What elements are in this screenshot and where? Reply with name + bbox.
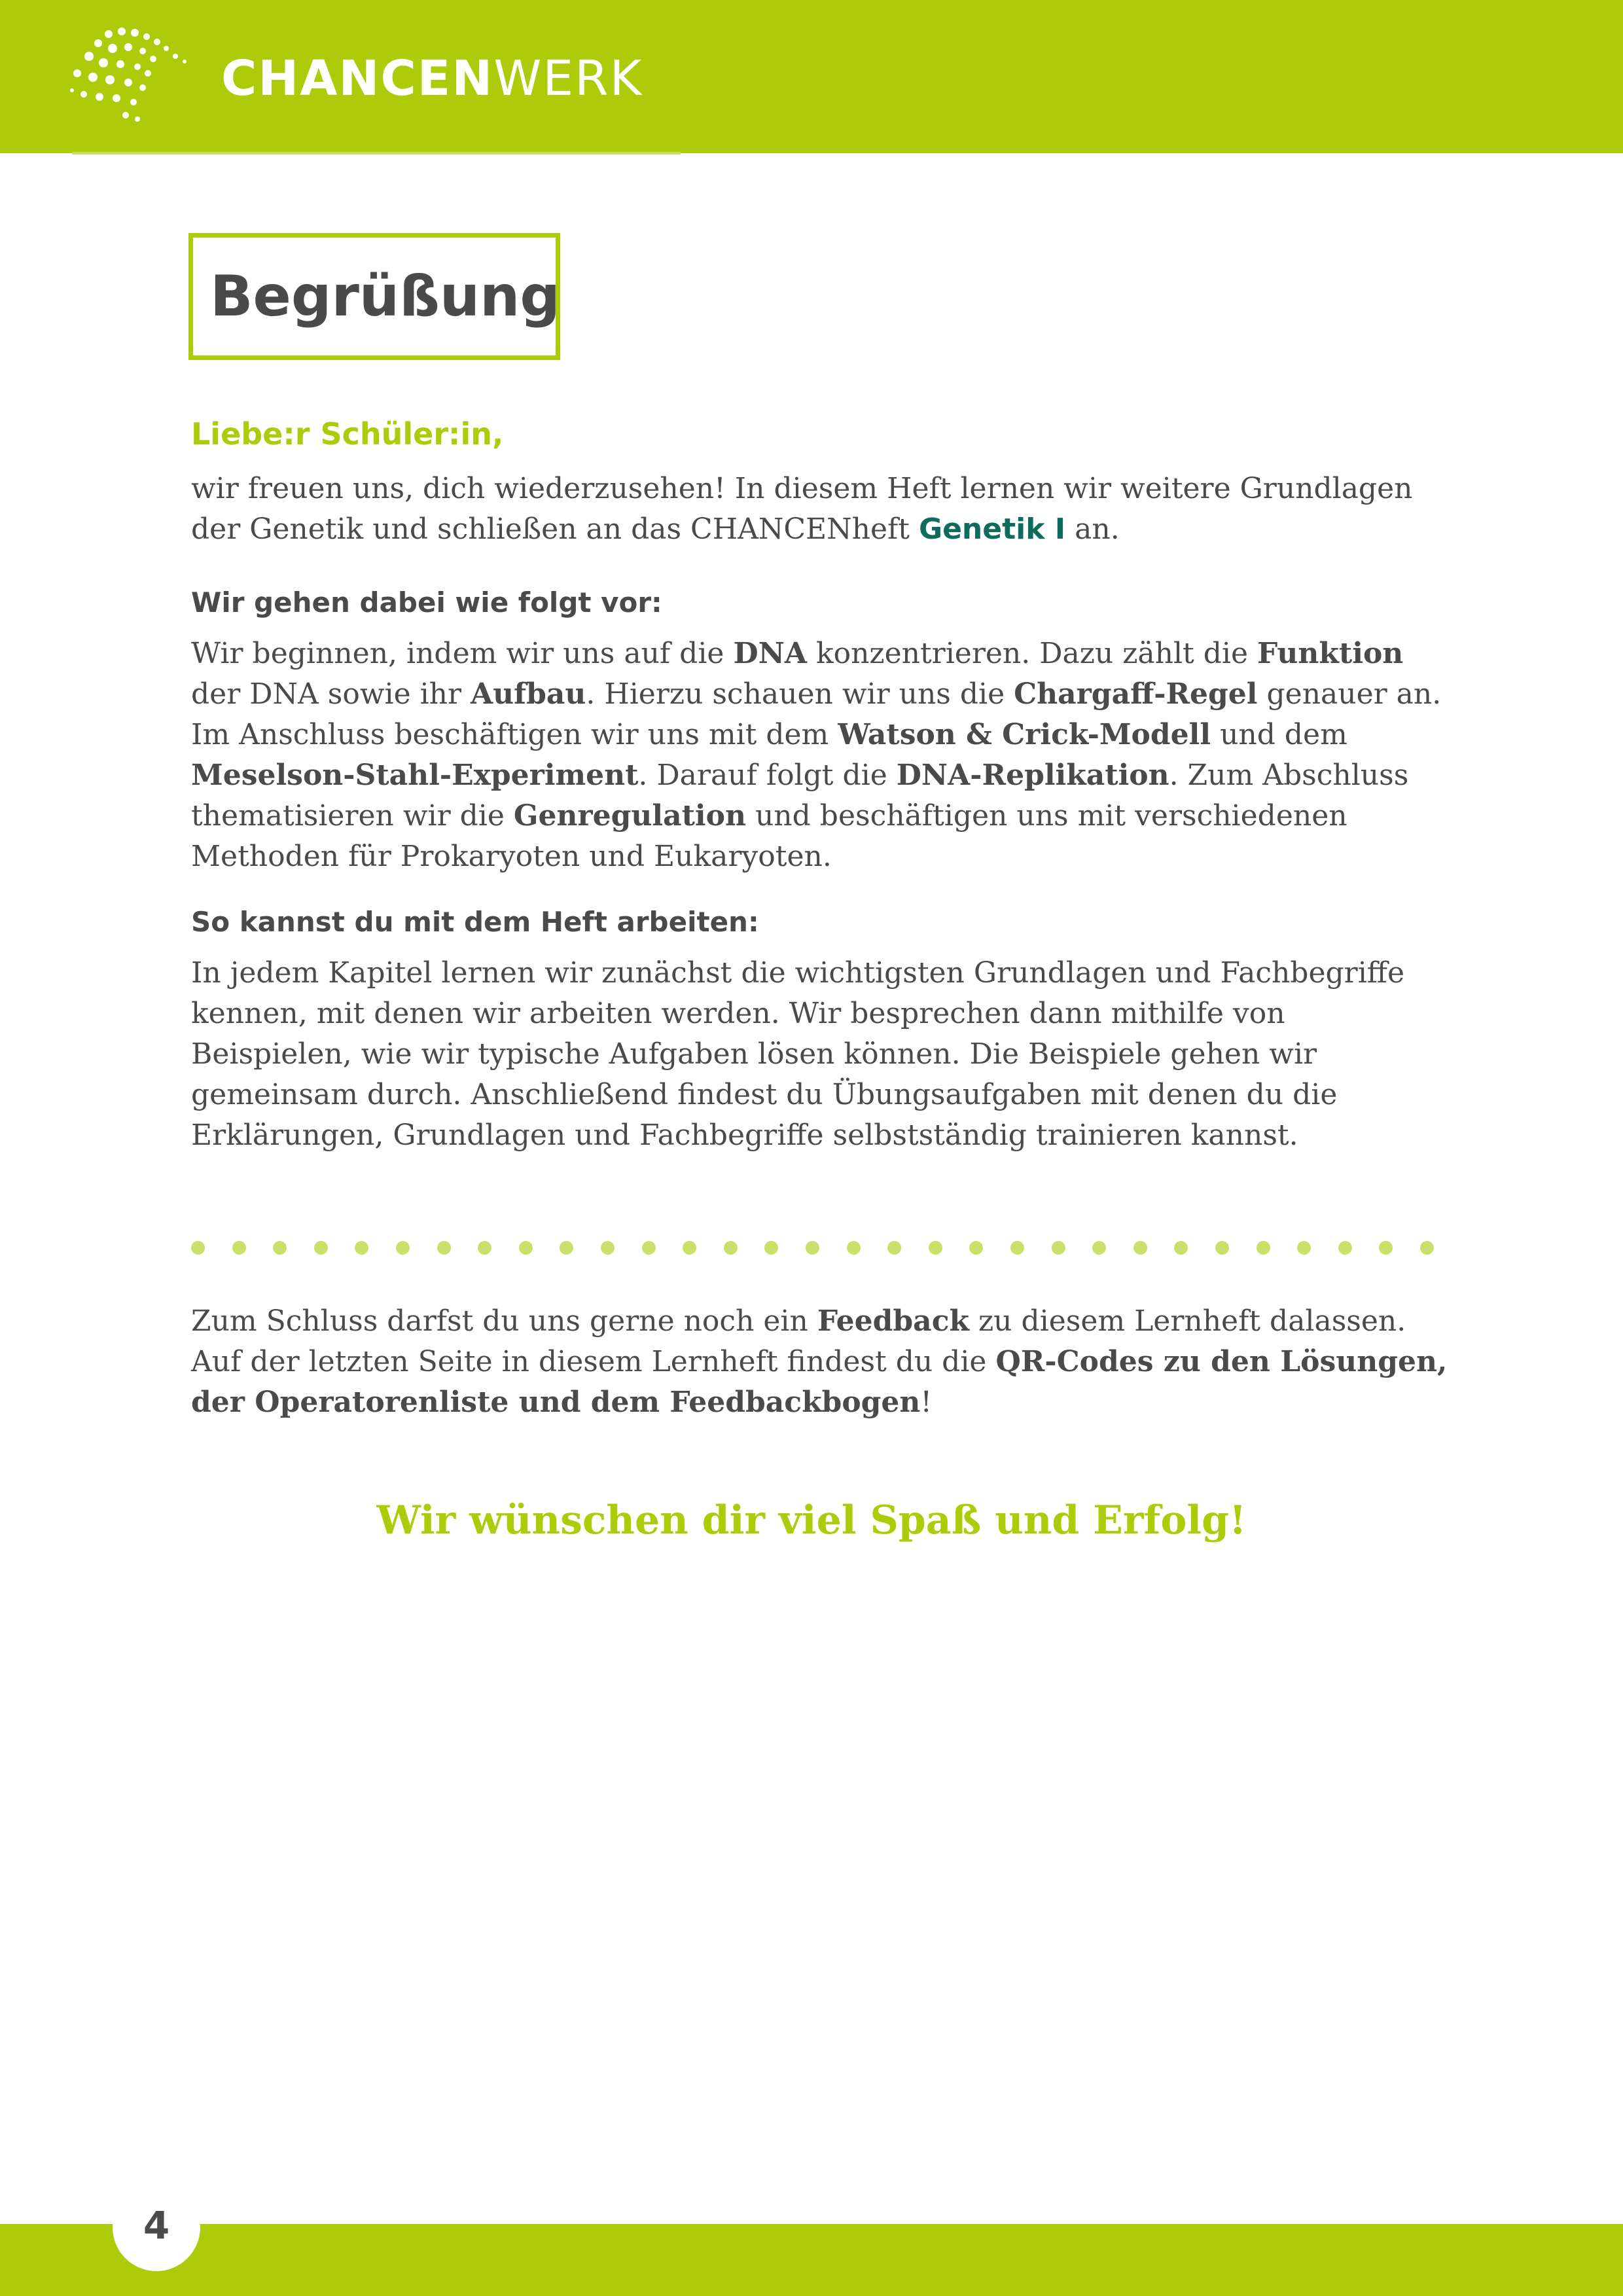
divider-dot	[1010, 1241, 1024, 1255]
brand-name-light: WERK	[493, 50, 643, 107]
feedback-text: !	[920, 1386, 933, 1419]
feedback-bold-term: QR-Codes zu den Lösungen, der Operatorenliste und dem Feedbackbogen	[191, 1345, 1448, 1419]
divider-dot	[1215, 1241, 1229, 1255]
section-heading-usage: So kannst du mit dem Heft arbeiten:	[191, 906, 759, 938]
divider-dot	[232, 1241, 246, 1255]
procedure-bold-term: Chargaff-Regel	[1014, 677, 1258, 711]
divider-dot	[478, 1241, 491, 1255]
procedure-text: . Zum Abschluss thematisieren wir die	[191, 759, 1409, 833]
divider-dot	[724, 1241, 738, 1255]
page-title: Begrüßung	[210, 264, 560, 329]
procedure-bold-term: Funktion	[1257, 637, 1404, 670]
dotted-divider	[191, 1241, 1435, 1255]
procedure-text: und beschäftigen uns mit verschiedenen Methoden für Prokaryoten und Eukaryoten.	[191, 799, 1347, 873]
divider-dot	[1297, 1241, 1311, 1255]
procedure-text: . Darauf folgt die	[638, 759, 897, 792]
procedure-text: . Hierzu schauen wir uns die	[586, 677, 1014, 711]
feedback-bold-term: Feedback	[817, 1304, 969, 1338]
intro-text-after: an.	[1065, 512, 1120, 546]
divider-dot	[1379, 1241, 1393, 1255]
divider-dot	[273, 1241, 287, 1255]
brand-name-bold: CHANCEN	[221, 50, 494, 107]
divider-dot	[806, 1241, 819, 1255]
page-number: 4	[143, 2203, 170, 2248]
divider-dot	[191, 1241, 205, 1255]
divider-dot	[1257, 1241, 1270, 1255]
procedure-bold-term: DNA-Replikation	[896, 759, 1169, 792]
divider-dot	[1092, 1241, 1106, 1255]
divider-dot	[929, 1241, 942, 1255]
brand-wordmark	[221, 46, 643, 111]
divider-dot	[437, 1241, 451, 1255]
page-footer	[0, 2224, 1623, 2296]
feedback-paragraph	[191, 1301, 1448, 1423]
page-number-badge	[113, 2183, 200, 2271]
usage-paragraph: In jedem Kapitel lernen wir zunächst die wichtigsten Grundlagen und Fachbegriffe kennen, mit denen wir arbeiten werden. Wir besprechen dann mithilfe von Beispielen, wie wir typische Aufgaben lösen können. Die Beispiele gehen wir gemeinsam durch. Anschließend findest du Übungsaufgaben mit denen du die Erklärungen, Grundlagen und Fachbegriffe selbstständig trainieren kannst.	[191, 956, 1405, 1152]
divider-dot	[642, 1241, 656, 1255]
procedure-text: genauer an. Im Anschluss beschäftigen wir uns mit dem	[191, 677, 1442, 751]
header-divider	[72, 152, 681, 154]
feedback-text: zu diesem Lernheft dalassen. Auf der letzten Seite in diesem Lernheft findest du die	[191, 1304, 1406, 1378]
procedure-text: der DNA sowie ihr	[191, 677, 471, 711]
divider-dot	[683, 1241, 696, 1255]
feedback-text: Zum Schluss darfst du uns gerne noch ein	[191, 1304, 817, 1338]
divider-dot	[1174, 1241, 1188, 1255]
section-heading-procedure: Wir gehen dabei wie folgt vor:	[191, 586, 662, 619]
procedure-bold-term: Genregulation	[513, 799, 746, 833]
procedure-bold-term: Watson & Crick-Modell	[838, 718, 1211, 751]
procedure-text: Wir beginnen, indem wir uns auf die	[191, 637, 734, 670]
divider-dot	[1052, 1241, 1065, 1255]
divider-dot	[1420, 1241, 1434, 1255]
divider-dot	[969, 1241, 983, 1255]
divider-dot	[601, 1241, 615, 1255]
booklet-reference: Genetik I	[918, 512, 1066, 546]
procedure-bold-term: DNA	[733, 637, 807, 670]
procedure-bold-term: Aufbau	[471, 677, 586, 711]
intro-text-before: wir freuen uns, dich wiederzusehen! In diesem Heft lernen wir weitere Grundlagen der Genetik und schließen an das CHANCENheft	[191, 472, 1413, 546]
title-box	[188, 233, 560, 360]
divider-dot	[314, 1241, 328, 1255]
divider-dot	[764, 1241, 778, 1255]
divider-dot	[887, 1241, 901, 1255]
divider-dot	[847, 1241, 861, 1255]
procedure-paragraph	[191, 634, 1448, 877]
closing-message: Wir wünschen dir viel Spaß und Erfolg!	[376, 1498, 1247, 1543]
divider-dot	[519, 1241, 533, 1255]
divider-dot	[560, 1241, 573, 1255]
procedure-text: und dem	[1211, 718, 1347, 751]
procedure-bold-term: Meselson-Stahl-Experiment	[191, 759, 639, 792]
intro-paragraph	[191, 469, 1448, 550]
divider-dot	[396, 1241, 410, 1255]
greeting: Liebe:r Schüler:in,	[191, 416, 504, 452]
divider-dot	[1338, 1241, 1352, 1255]
chancenwerk-logo-icon	[69, 27, 200, 126]
procedure-text: konzentrieren. Dazu zählt die	[806, 637, 1257, 670]
divider-dot	[1133, 1241, 1147, 1255]
divider-dot	[355, 1241, 368, 1255]
